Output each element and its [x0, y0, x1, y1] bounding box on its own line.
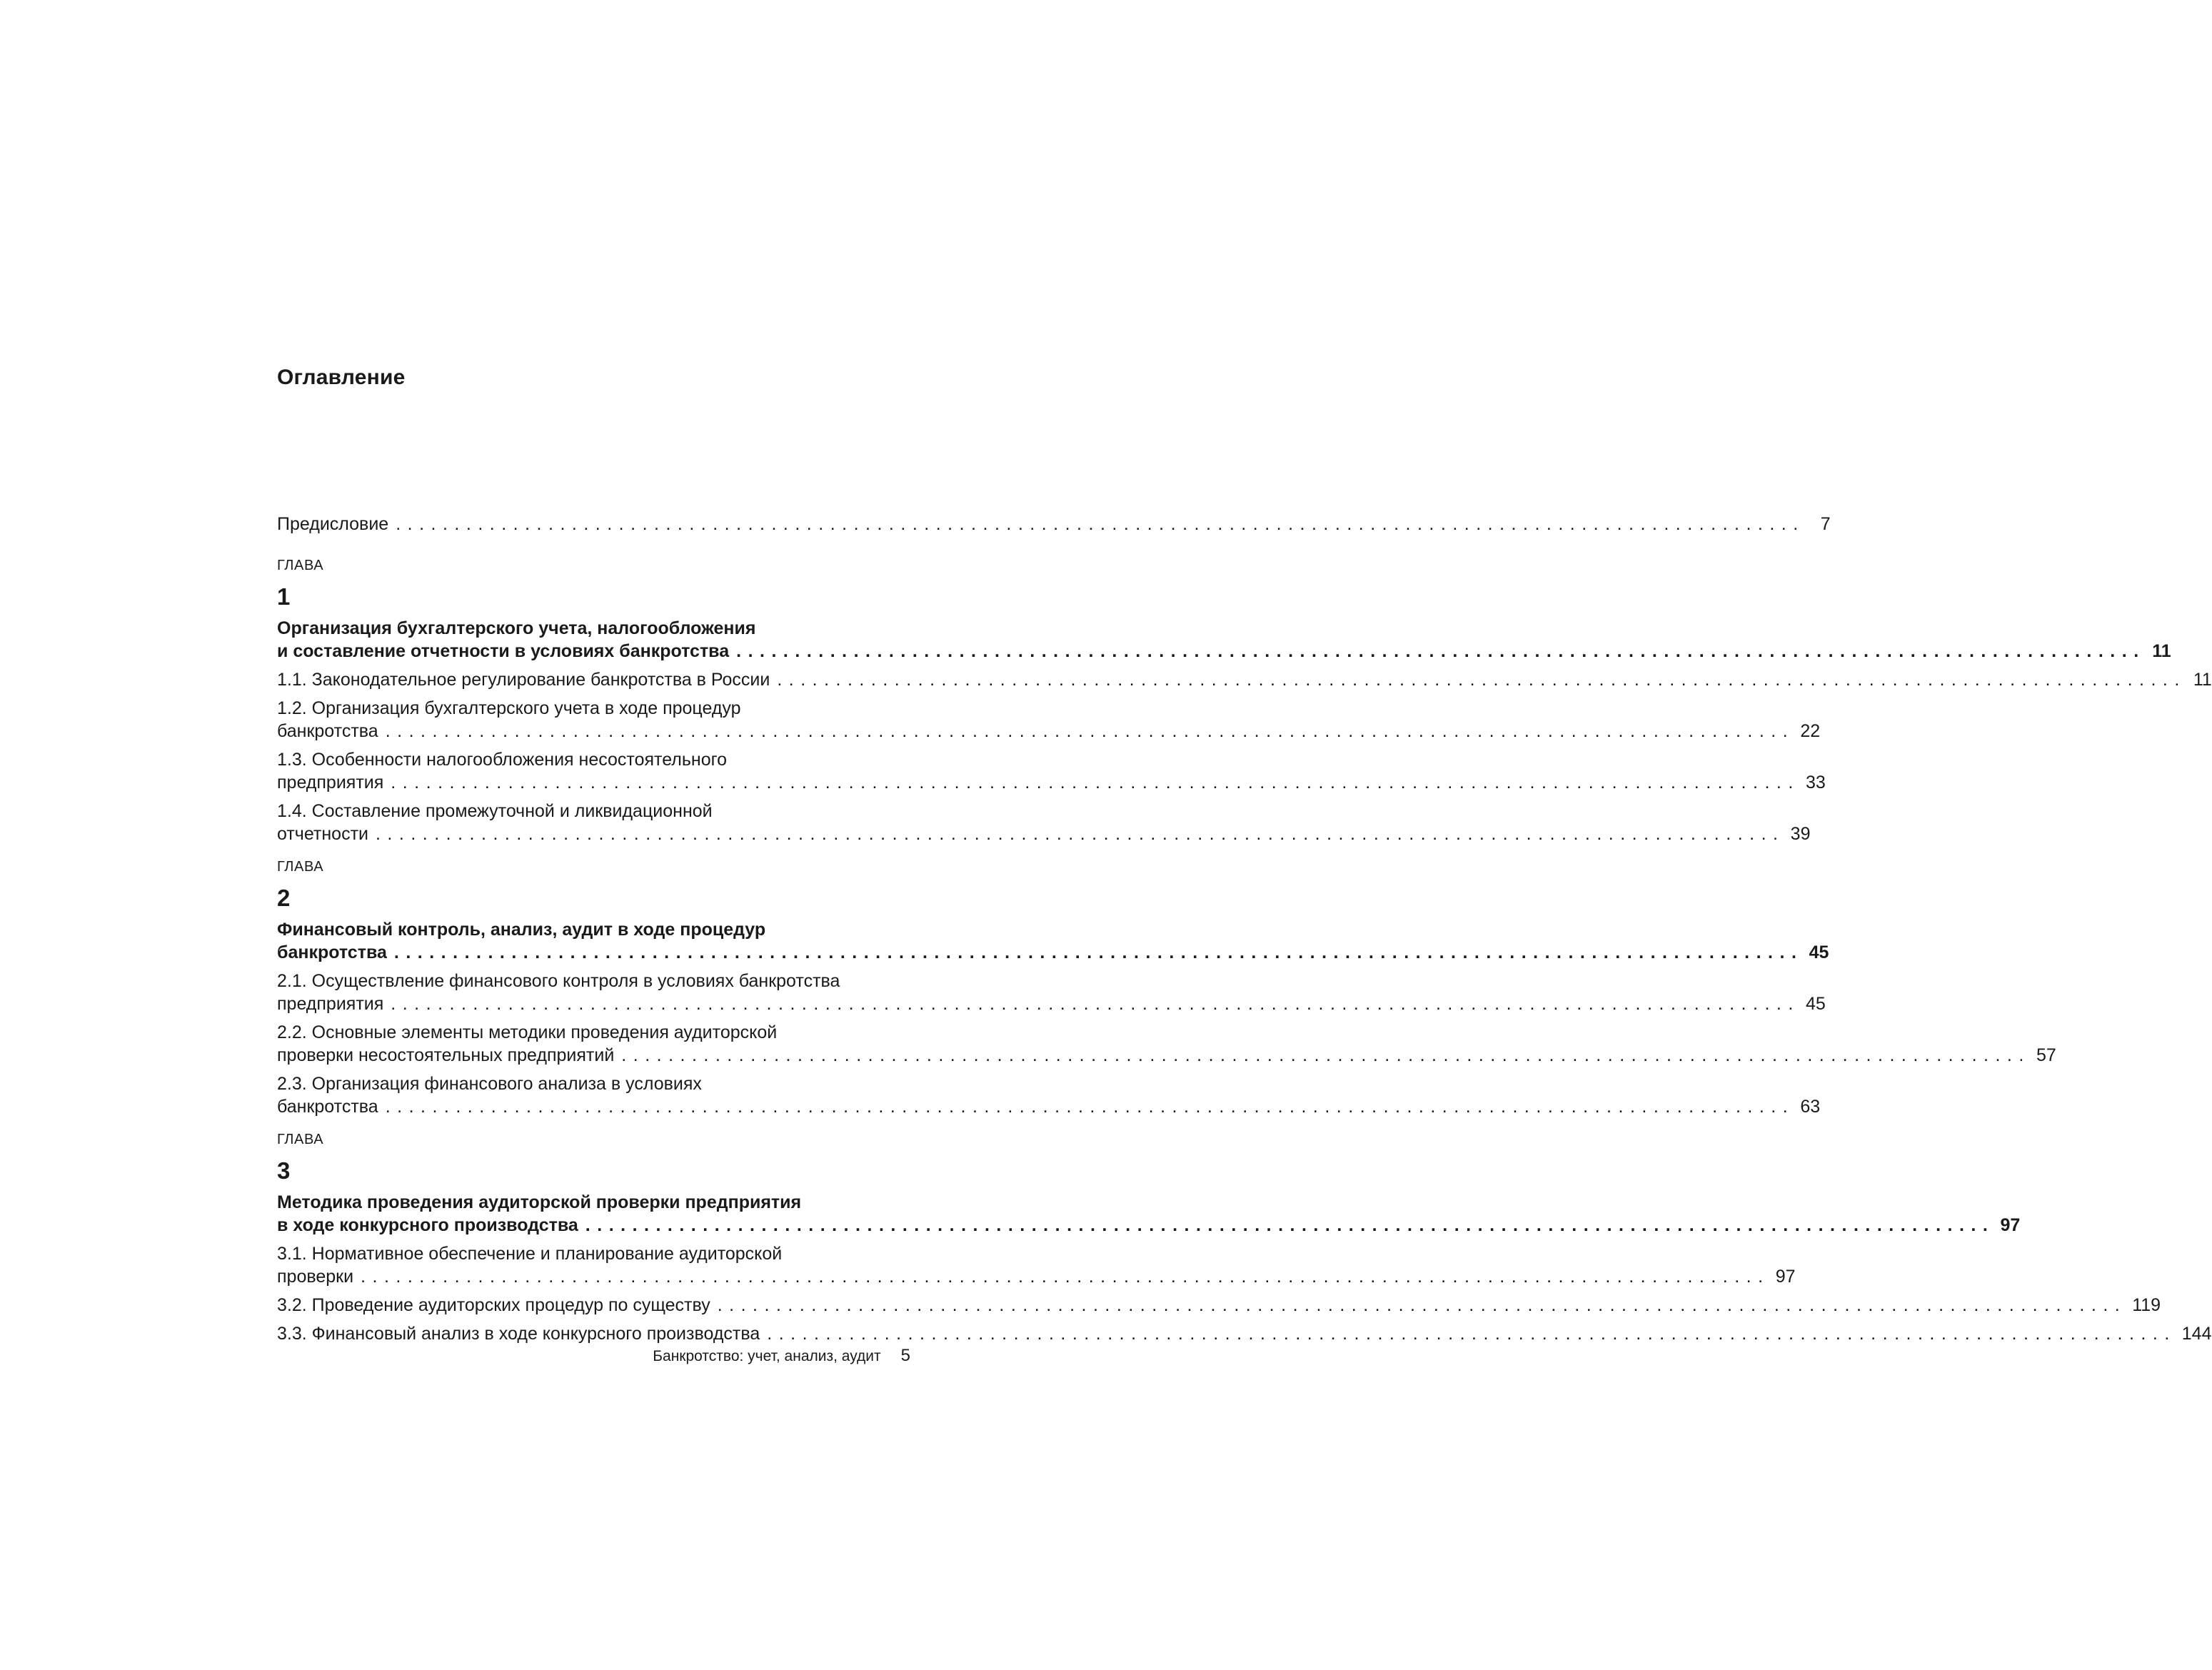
- toc-section[interactable]: [277, 1322, 2212, 1345]
- chapter-title-line: Финансовый контроль, анализ, аудит в ходе процедур: [277, 920, 766, 940]
- section-title-line: проверки: [277, 1267, 354, 1287]
- page-title: Оглавление: [277, 366, 406, 389]
- chapter-title-line: Организация бухгалтерского учета, налогообложения: [277, 618, 756, 638]
- section-title-line: 3.1. Нормативное обеспечение и планирование аудиторской: [277, 1244, 783, 1264]
- toc-page-number: 97: [1775, 1267, 1796, 1287]
- section-title-line: 3.3. Финансовый анализ в ходе конкурсного производства: [277, 1324, 760, 1344]
- section-title-line: предприятия: [277, 773, 384, 793]
- toc-page-number: 22: [1800, 721, 1821, 741]
- toc-entry-preface[interactable]: [277, 513, 1831, 535]
- chapter-title[interactable]: [277, 617, 2171, 663]
- chapter-title-line: в ходе конкурсного производства: [277, 1215, 578, 1235]
- section-title-line: 2.2. Основные элементы методики проведения аудиторской: [277, 1022, 778, 1042]
- chapter-label: ГЛАВА: [277, 859, 324, 875]
- toc-section[interactable]: [277, 1021, 2056, 1067]
- section-title-line: 1.1. Законодательное регулирование банкротства в России: [277, 670, 770, 690]
- toc-entry-label: Предисловие: [277, 514, 389, 534]
- dot-leader: ........................................................................................................................: [391, 773, 1800, 793]
- dot-leader: ........................................................................................................................: [396, 514, 1805, 534]
- toc-section[interactable]: [277, 1072, 1821, 1118]
- chapter-number: 3: [277, 1157, 291, 1184]
- section-title-line: 2.1. Осуществление финансового контроля в условиях банкротства: [277, 971, 840, 991]
- dot-leader: ........................................................................................................................: [385, 721, 1795, 741]
- dot-leader: ........................................................................................................................: [391, 994, 1800, 1014]
- dot-leader: ........................................................................................................................: [717, 1295, 2127, 1315]
- table-of-contents: [277, 513, 2212, 1345]
- chapter-block: [277, 1131, 2212, 1345]
- dot-leader: ........................................................................................................................: [385, 1097, 1795, 1117]
- toc-page-number: 144: [2181, 1324, 2212, 1344]
- toc-page-number: 45: [1805, 994, 1826, 1014]
- dot-leader: ........................................................................................................................: [393, 942, 1804, 962]
- toc-section[interactable]: [277, 748, 1826, 794]
- chapter-label: ГЛАВА: [277, 1132, 324, 1147]
- toc-section[interactable]: [277, 697, 1821, 743]
- toc-section[interactable]: [277, 1242, 1796, 1288]
- section-title-line: 1.4. Составление промежуточной и ликвидационной: [277, 801, 713, 821]
- section-title-line: 2.3. Организация финансового анализа в условиях: [277, 1074, 702, 1094]
- toc-page-number: 63: [1800, 1097, 1821, 1117]
- chapter-block: [277, 858, 2056, 1118]
- chapter-title-line: банкротства: [277, 942, 387, 962]
- toc-section[interactable]: [277, 668, 2212, 691]
- chapter-block: [277, 557, 2212, 845]
- dot-leader: ........................................................................................................................: [621, 1045, 2031, 1065]
- toc-page-number: 11: [2152, 641, 2171, 661]
- section-title-line: предприятия: [277, 994, 384, 1014]
- section-title-line: банкротства: [277, 721, 378, 741]
- section-title-line: 1.2. Организация бухгалтерского учета в ходе процедур: [277, 698, 741, 718]
- page-footer: [653, 1346, 910, 1366]
- section-title-line: отчетности: [277, 824, 368, 844]
- section-title-line: проверки несостоятельных предприятий: [277, 1045, 615, 1065]
- toc-section[interactable]: [277, 970, 1826, 1015]
- page-number: 5: [900, 1346, 910, 1365]
- toc-page-number: 11: [2193, 670, 2212, 690]
- section-title-line: 3.2. Проведение аудиторских процедур по существу: [277, 1295, 710, 1315]
- chapter-title[interactable]: [277, 918, 1829, 964]
- dot-leader: ........................................................................................................................: [361, 1267, 1770, 1287]
- chapter-title-line: Методика проведения аудиторской проверки предприятия: [277, 1192, 802, 1212]
- section-title-line: банкротства: [277, 1097, 378, 1117]
- dot-leader: ........................................................................................................................: [767, 1324, 2176, 1344]
- dot-leader: ........................................................................................................................: [736, 641, 2146, 661]
- toc-page-number: 97: [2000, 1215, 2021, 1235]
- dot-leader: ........................................................................................................................: [585, 1215, 1995, 1235]
- toc-page-number: 119: [2132, 1295, 2161, 1315]
- chapter-label: ГЛАВА: [277, 558, 324, 573]
- toc-section[interactable]: [277, 800, 1811, 845]
- toc-page-number: 39: [1790, 824, 1811, 844]
- toc-page-number: 45: [1809, 942, 1829, 962]
- toc-page-number: 7: [1820, 514, 1831, 534]
- toc-page-number: 57: [2036, 1045, 2056, 1065]
- toc-section[interactable]: [277, 1294, 2161, 1317]
- section-title-line: 1.3. Особенности налогообложения несостоятельного: [277, 750, 728, 770]
- toc-page-number: 33: [1805, 773, 1826, 793]
- chapter-title-line: и составление отчетности в условиях банкротства: [277, 641, 730, 661]
- chapter-title[interactable]: [277, 1191, 2021, 1237]
- dot-leader: ........................................................................................................................: [777, 670, 2186, 690]
- chapter-number: 2: [277, 885, 291, 911]
- dot-leader: ........................................................................................................................: [375, 824, 1785, 844]
- chapter-number: 1: [277, 583, 291, 610]
- running-footer-title: Банкротство: учет, анализ, аудит: [653, 1348, 881, 1364]
